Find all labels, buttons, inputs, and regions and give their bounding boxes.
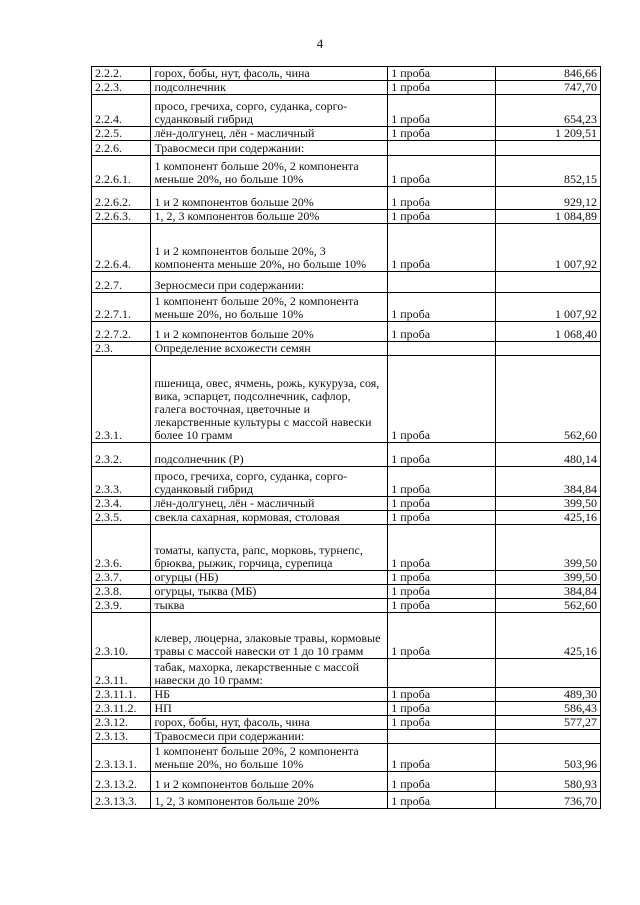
row-price: 399,50 — [495, 497, 600, 511]
row-unit: 1 проба — [388, 585, 495, 599]
row-unit: 1 проба — [388, 127, 495, 141]
row-unit: 1 проба — [388, 356, 495, 443]
row-unit: 1 проба — [388, 744, 495, 772]
row-price: 425,16 — [495, 511, 600, 525]
row-name: просо, гречиха, сорго, суданка, сорго-суданковый гибрид — [151, 467, 388, 497]
row-name: горох, бобы, нут, фасоль, чина — [151, 67, 388, 81]
table-row — [92, 95, 601, 127]
table-row — [92, 730, 601, 744]
table-row — [92, 525, 601, 571]
table-row — [92, 511, 601, 525]
row-code: 2.2.6. — [92, 141, 151, 156]
row-code: 2.3.4. — [92, 497, 151, 511]
row-price: 562,60 — [495, 356, 600, 443]
row-unit: 1 проба — [388, 95, 495, 127]
row-name: 1 компонент больше 20%, 2 компонента меньше 20%, но больше 10% — [151, 293, 388, 322]
row-code: 2.3.7. — [92, 571, 151, 585]
row-code: 2.3.6. — [92, 525, 151, 571]
row-code: 2.2.4. — [92, 95, 151, 127]
table-row — [92, 702, 601, 716]
table-row — [92, 187, 601, 210]
row-unit: 1 проба — [388, 293, 495, 322]
row-name: 1, 2, 3 компонентов больше 20% — [151, 792, 388, 809]
row-price — [495, 659, 600, 688]
row-price: 654,23 — [495, 95, 600, 127]
row-unit — [388, 272, 495, 293]
row-name: лён-долгунец, лён - масличный — [151, 497, 388, 511]
row-price — [495, 272, 600, 293]
table-row — [92, 356, 601, 443]
row-code: 2.3.13. — [92, 730, 151, 744]
row-price: 586,43 — [495, 702, 600, 716]
row-unit: 1 проба — [388, 67, 495, 81]
row-unit: 1 проба — [388, 81, 495, 95]
row-code: 2.3.13.1. — [92, 744, 151, 772]
row-price: 736,70 — [495, 792, 600, 809]
table-row — [92, 322, 601, 342]
row-code: 2.3.13.3. — [92, 792, 151, 809]
row-code: 2.3.9. — [92, 599, 151, 613]
table-row — [92, 81, 601, 95]
table-row — [92, 224, 601, 272]
row-name: 1 и 2 компонентов больше 20%, 3 компонента меньше 20%, но больше 10% — [151, 224, 388, 272]
row-name: Зерносмеси при содержании: — [151, 272, 388, 293]
row-code: 2.2.6.4. — [92, 224, 151, 272]
row-unit: 1 проба — [388, 792, 495, 809]
row-code: 2.3.12. — [92, 716, 151, 730]
row-price: 384,84 — [495, 585, 600, 599]
row-code: 2.2.7.2. — [92, 322, 151, 342]
row-unit: 1 проба — [388, 688, 495, 702]
page-number: 4 — [316, 36, 324, 51]
row-name: табак, махорка, лекарственные с массой навески до 10 грамм: — [151, 659, 388, 688]
row-code: 2.2.6.1. — [92, 156, 151, 187]
row-code: 2.3.2. — [92, 443, 151, 467]
row-name: свекла сахарная, кормовая, столовая — [151, 511, 388, 525]
row-unit: 1 проба — [388, 210, 495, 224]
row-name: 1 и 2 компонентов больше 20% — [151, 772, 388, 792]
table-row — [92, 156, 601, 187]
row-name: 1 и 2 компонентов больше 20% — [151, 322, 388, 342]
row-code: 2.3.3. — [92, 467, 151, 497]
row-code: 2.3.1. — [92, 356, 151, 443]
row-name: 1, 2, 3 компонентов больше 20% — [151, 210, 388, 224]
row-name: подсолнечник — [151, 81, 388, 95]
row-price: 577,27 — [495, 716, 600, 730]
row-name: НП — [151, 702, 388, 716]
row-name: огурцы (НБ) — [151, 571, 388, 585]
table-row — [92, 127, 601, 141]
table-row — [92, 141, 601, 156]
row-price: 399,50 — [495, 525, 600, 571]
row-price: 399,50 — [495, 571, 600, 585]
row-unit: 1 проба — [388, 322, 495, 342]
row-code: 2.2.5. — [92, 127, 151, 141]
row-unit: 1 проба — [388, 599, 495, 613]
row-price: 580,93 — [495, 772, 600, 792]
row-price — [495, 141, 600, 156]
row-code: 2.2.3. — [92, 81, 151, 95]
row-price: 747,70 — [495, 81, 600, 95]
row-price: 1 084,89 — [495, 210, 600, 224]
row-unit — [388, 730, 495, 744]
row-name: тыква — [151, 599, 388, 613]
table-row — [92, 342, 601, 356]
row-name: НБ — [151, 688, 388, 702]
table-row — [92, 599, 601, 613]
row-price: 1 068,40 — [495, 322, 600, 342]
price-table — [91, 66, 601, 809]
table-row — [92, 585, 601, 599]
table-row — [92, 293, 601, 322]
row-code: 2.3.10. — [92, 613, 151, 659]
row-name: лён-долгунец, лён - масличный — [151, 127, 388, 141]
row-price: 1 007,92 — [495, 224, 600, 272]
table-row — [92, 772, 601, 792]
row-unit: 1 проба — [388, 443, 495, 467]
row-unit: 1 проба — [388, 702, 495, 716]
row-price: 562,60 — [495, 599, 600, 613]
row-unit: 1 проба — [388, 187, 495, 210]
table-row — [92, 443, 601, 467]
row-name: просо, гречиха, сорго, суданка, сорго-суданковый гибрид — [151, 95, 388, 127]
price-table-body — [92, 67, 601, 809]
row-price: 1 209,51 — [495, 127, 600, 141]
table-row — [92, 716, 601, 730]
row-price: 503,96 — [495, 744, 600, 772]
table-row — [92, 613, 601, 659]
row-unit — [388, 659, 495, 688]
row-unit — [388, 141, 495, 156]
row-code: 2.3.8. — [92, 585, 151, 599]
row-unit: 1 проба — [388, 772, 495, 792]
row-code: 2.2.7.1. — [92, 293, 151, 322]
row-unit: 1 проба — [388, 224, 495, 272]
row-name: клевер, люцерна, злаковые травы, кормовые травы с массой навески от 1 до 10 грамм — [151, 613, 388, 659]
row-name: Определение всхожести семян — [151, 342, 388, 356]
table-row — [92, 659, 601, 688]
row-unit — [388, 342, 495, 356]
row-name: горох, бобы, нут, фасоль, чина — [151, 716, 388, 730]
row-code: 2.3.5. — [92, 511, 151, 525]
row-unit: 1 проба — [388, 716, 495, 730]
row-name: 1 компонент больше 20%, 2 компонента меньше 20%, но больше 10% — [151, 156, 388, 187]
table-row — [92, 744, 601, 772]
row-code: 2.2.2. — [92, 67, 151, 81]
row-name: Травосмеси при содержании: — [151, 730, 388, 744]
table-row — [92, 272, 601, 293]
row-name: подсолнечник (Р) — [151, 443, 388, 467]
row-price: 852,15 — [495, 156, 600, 187]
row-name: 1 и 2 компонентов больше 20% — [151, 187, 388, 210]
row-price: 425,16 — [495, 613, 600, 659]
row-code: 2.3.11.2. — [92, 702, 151, 716]
row-code: 2.2.7. — [92, 272, 151, 293]
row-unit: 1 проба — [388, 571, 495, 585]
table-row — [92, 467, 601, 497]
table-row — [92, 571, 601, 585]
row-code: 2.2.6.2. — [92, 187, 151, 210]
row-name: Травосмеси при содержании: — [151, 141, 388, 156]
row-unit: 1 проба — [388, 511, 495, 525]
row-unit: 1 проба — [388, 467, 495, 497]
row-code: 2.3.11. — [92, 659, 151, 688]
row-code: 2.2.6.3. — [92, 210, 151, 224]
row-price: 1 007,92 — [495, 293, 600, 322]
row-name: огурцы, тыква (МБ) — [151, 585, 388, 599]
row-unit: 1 проба — [388, 613, 495, 659]
row-price: 846,66 — [495, 67, 600, 81]
table-row — [92, 67, 601, 81]
row-price: 489,30 — [495, 688, 600, 702]
row-price: 384,84 — [495, 467, 600, 497]
row-price — [495, 730, 600, 744]
row-code: 2.3.11.1. — [92, 688, 151, 702]
row-name: томаты, капуста, рапс, морковь, турнепс, брюква, рыжик, горчица, сурепица — [151, 525, 388, 571]
row-unit: 1 проба — [388, 156, 495, 187]
row-name: пшеница, овес, ячмень, рожь, кукуруза, соя, вика, эспарцет, подсолнечник, сафлор, галега восточная, цветочные и лекарственные культуры с массой навески более 10 грамм — [151, 356, 388, 443]
table-row — [92, 792, 601, 809]
table-row — [92, 210, 601, 224]
table-row — [92, 497, 601, 511]
row-price — [495, 342, 600, 356]
row-code: 2.3. — [92, 342, 151, 356]
row-price: 929,12 — [495, 187, 600, 210]
row-code: 2.3.13.2. — [92, 772, 151, 792]
row-unit: 1 проба — [388, 497, 495, 511]
row-unit: 1 проба — [388, 525, 495, 571]
row-name: 1 компонент больше 20%, 2 компонента меньше 20%, но больше 10% — [151, 744, 388, 772]
row-price: 480,14 — [495, 443, 600, 467]
table-row — [92, 688, 601, 702]
